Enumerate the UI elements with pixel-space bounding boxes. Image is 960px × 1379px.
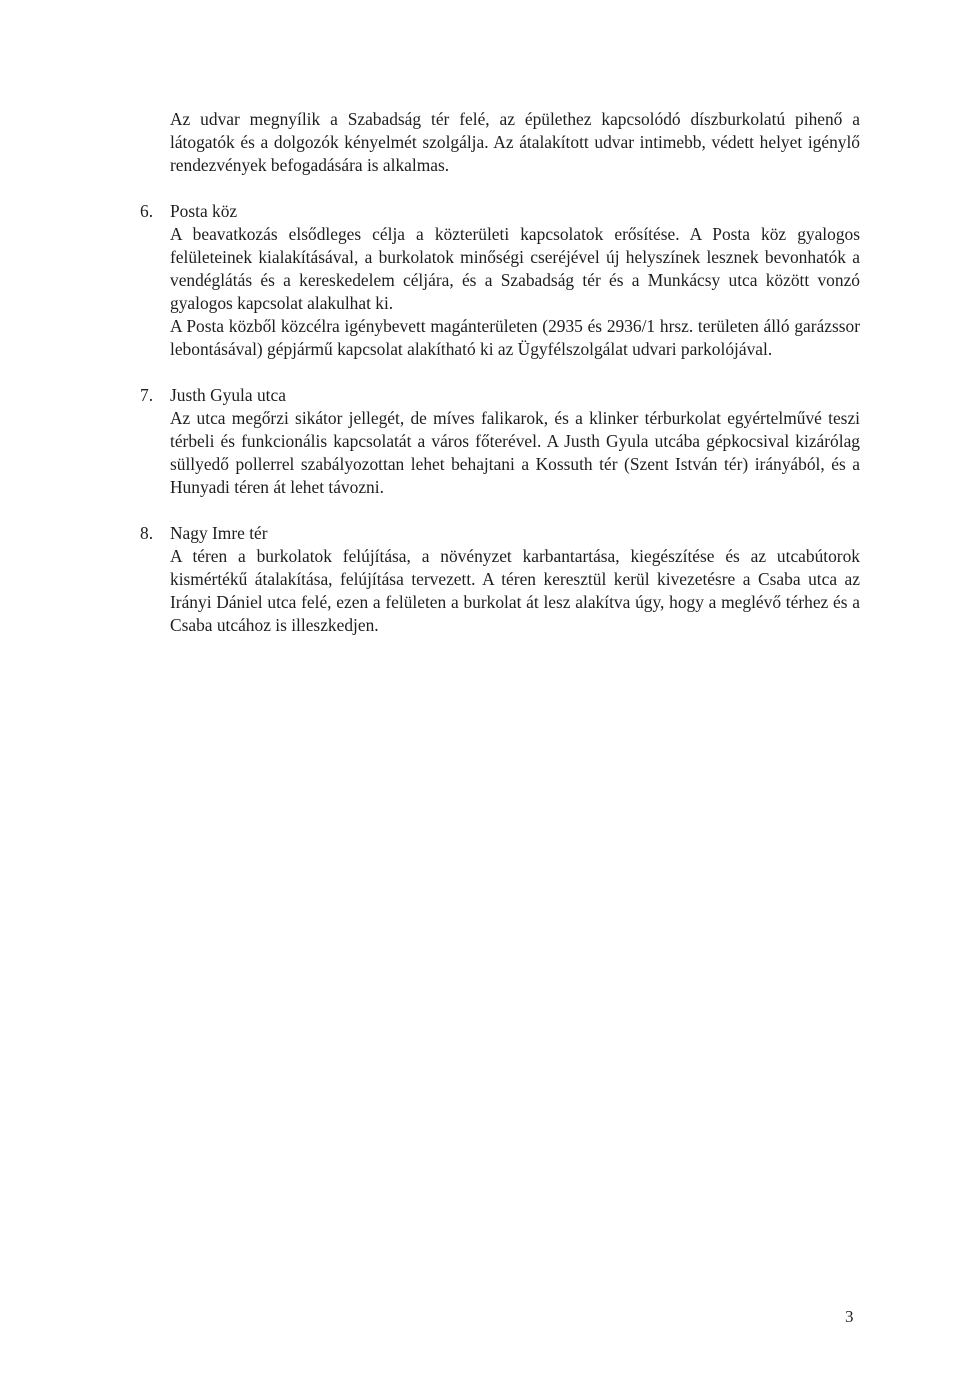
section-paragraph: A beavatkozás elsődleges célja a közterületi kapcsolatok erősítése. A Posta köz gyalogos felületeinek kialakításával, a burkolatok minőségi cseréjével új helyszínek lesznek bevonhatók a vendéglátás és a kereskedelem céljára, és a Szabadság tér és a Munkácsy utca között vonzó gyalogos kapcsolat alakulhat ki.: [170, 224, 860, 313]
section-paragraph: Az utca megőrzi sikátor jellegét, de míves falikarok, és a klinker térburkolat egyértelművé teszi térbeli és funkcionális kapcsolatát a város főterével. A Justh Gyula utcába gépkocsival kizárólag süllyedő pollerrel szabályozottan lehet behajtani a Kossuth tér (Szent István tér) irányából, és a Hunyadi téren át lehet távozni.: [170, 408, 860, 497]
section-title: Posta köz: [170, 201, 238, 221]
page-number: 3: [845, 1307, 854, 1326]
section-number: 7.: [140, 385, 154, 405]
section-heading: [0, 522, 960, 545]
section-paragraph: A téren a burkolatok felújítása, a növényzet karbantartása, kiegészítése és az utcabútorok kismértékű átalakítása, felújítása tervezett. A téren keresztül kerül kivezetésre a Csaba utca az Irányi Dániel utca felé, ezen a felületen a burkolat át lesz alakítva úgy, hogy a meglévő térhez és a Csaba utcához is illeszkedjen.: [170, 546, 860, 635]
section-posta-koz: [0, 200, 960, 361]
section-nagy-imre-ter: [0, 522, 960, 637]
section-title: Nagy Imre tér: [170, 523, 268, 543]
section-heading: [0, 384, 960, 407]
page-content: [0, 108, 960, 637]
section-justh-gyula-utca: [0, 384, 960, 499]
section-number: 8.: [140, 523, 154, 543]
section-paragraph: A Posta közből közcélra igénybevett magánterületen (2935 és 2936/1 hrsz. területen álló garázssor lebontásával) gépjármű kapcsolat alakítható ki az Ügyfélszolgálat udvari parkolójával.: [170, 316, 860, 359]
section-title: Justh Gyula utca: [170, 385, 286, 405]
section-number: 6.: [140, 201, 154, 221]
section-heading: [0, 200, 960, 223]
intro-paragraph: Az udvar megnyílik a Szabadság tér felé, az épülethez kapcsolódó díszburkolatú pihenő a látogatók és a dolgozók kényelmét szolgálja. Az átalakított udvar intimebb, védett helyet igénylő rendezvények befogadására is alkalmas.: [170, 109, 860, 175]
